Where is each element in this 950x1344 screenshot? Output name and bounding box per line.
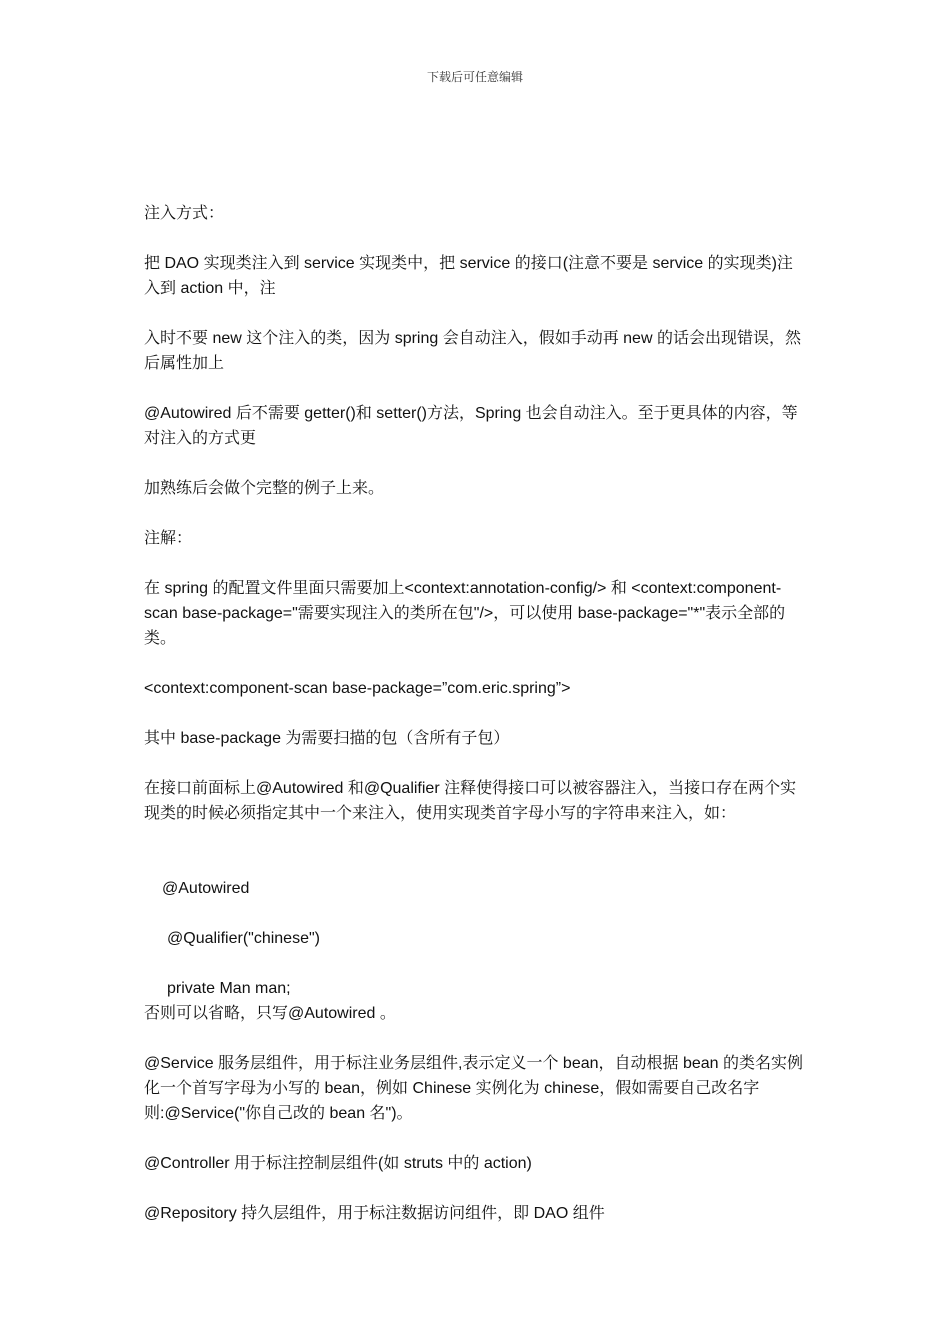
paragraph-repository-annotation: @Repository 持久层组件，用于标注数据访问组件，即 DAO 组件 bbox=[144, 1205, 605, 1222]
document-body bbox=[144, 201, 804, 1226]
paragraph-autowired-no-getter-setter: @Autowired 后不需要 getter()和 setter()方法，Spring 也会自动注入。至于更具体的内容，等对注入的方式更 bbox=[144, 405, 798, 447]
code-private-field: private Man man; bbox=[167, 980, 291, 997]
paragraph-injection-dao-service: 把 DAO 实现类注入到 service 实现类中，把 service 的接口(注意不要是 service 的实现类)注入到 action 中，注 bbox=[144, 255, 793, 297]
paragraph-injection-method-title: 注入方式： bbox=[144, 205, 225, 222]
paragraph-spring-config: 在 spring 的配置文件里面只需要加上<context:annotation-config/> 和 <context:component-scan base-package="需要实现注入的类所在包"/>，可以使用 base-package="*"表示全部的类。 bbox=[144, 580, 786, 647]
paragraph-controller-annotation: @Controller 用于标注控制层组件(如 struts 中的 action) bbox=[144, 1155, 532, 1172]
page-header: 下载后可任意编辑 bbox=[426, 70, 523, 84]
paragraph-future-example: 加熟练后会做个完整的例子上来。 bbox=[144, 480, 385, 497]
code-autowired-annotation: @Autowired bbox=[162, 880, 250, 897]
paragraph-component-scan-example: <context:component-scan base-package=”com.eric.spring”> bbox=[144, 680, 571, 697]
paragraph-annotation-title: 注解： bbox=[144, 530, 193, 547]
paragraph-base-package-description: 其中 base-package 为需要扫描的包（含所有子包） bbox=[144, 730, 510, 747]
paragraph-autowired-optional: 否则可以省略，只写@Autowired 。 bbox=[144, 1005, 396, 1022]
paragraph-service-annotation: @Service 服务层组件，用于标注业务层组件,表示定义一个 bean，自动根据 bean 的类名实例化一个首写字母为小写的 bean，例如 Chinese 实例化为 chinese，假如需要自己改名字则:@Service("你自己改的 bean 名")。 bbox=[144, 1055, 804, 1122]
spacer bbox=[144, 851, 804, 876]
paragraph-autowired-qualifier-explanation: 在接口前面标上@Autowired 和@Qualifier 注释使得接口可以被容器注入，当接口存在两个实现类的时候必须指定其中一个来注入，使用实现类首字母小写的字符串来注入，如： bbox=[144, 780, 797, 822]
paragraph-injection-new-warning: 入时不要 new 这个注入的类，因为 spring 会自动注入，假如手动再 new 的话会出现错误，然后属性加上 bbox=[144, 330, 801, 372]
code-qualifier-annotation: @Qualifier("chinese") bbox=[167, 930, 320, 947]
